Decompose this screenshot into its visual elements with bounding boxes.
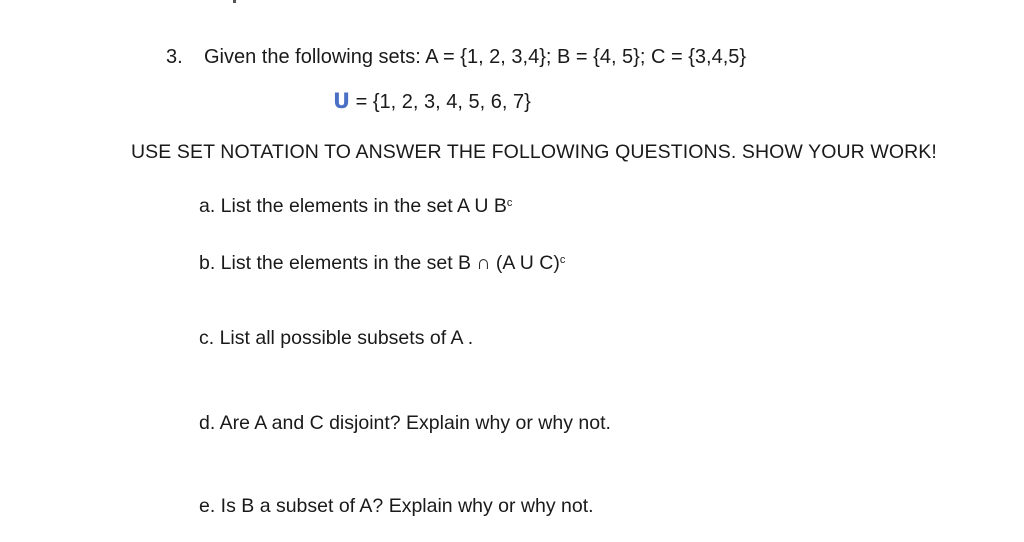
question-item-a: [199, 194, 512, 218]
question-item-d: d. Are A and C disjoint? Explain why or why not.: [199, 412, 611, 434]
question-item-a-text: a. List the elements in the set A U B: [199, 195, 507, 217]
given-sets: Given the following sets: A = {1, 2, 3,4}; B = {4, 5}; C = {3,4,5}: [204, 46, 747, 68]
instructions: USE SET NOTATION TO ANSWER THE FOLLOWING QUESTIONS. SHOW YOUR WORK!: [131, 141, 937, 163]
complement-superscript: c: [506, 197, 513, 209]
universal-set: [333, 89, 531, 114]
question-number: 3.: [166, 46, 183, 68]
question-item-b-text: b. List the elements in the set B ∩ (A U C): [199, 252, 560, 274]
question-item-b: [199, 251, 565, 275]
question-item-e: e. Is B a subset of A? Explain why or why not.: [199, 495, 594, 517]
universal-set-symbol: U: [333, 89, 351, 113]
question-item-c: c. List all possible subsets of A .: [199, 327, 474, 349]
complement-superscript: c: [559, 254, 566, 266]
universal-set-elements: = {1, 2, 3, 4, 5, 6, 7}: [350, 91, 531, 113]
scan-mark: [233, 0, 236, 3]
